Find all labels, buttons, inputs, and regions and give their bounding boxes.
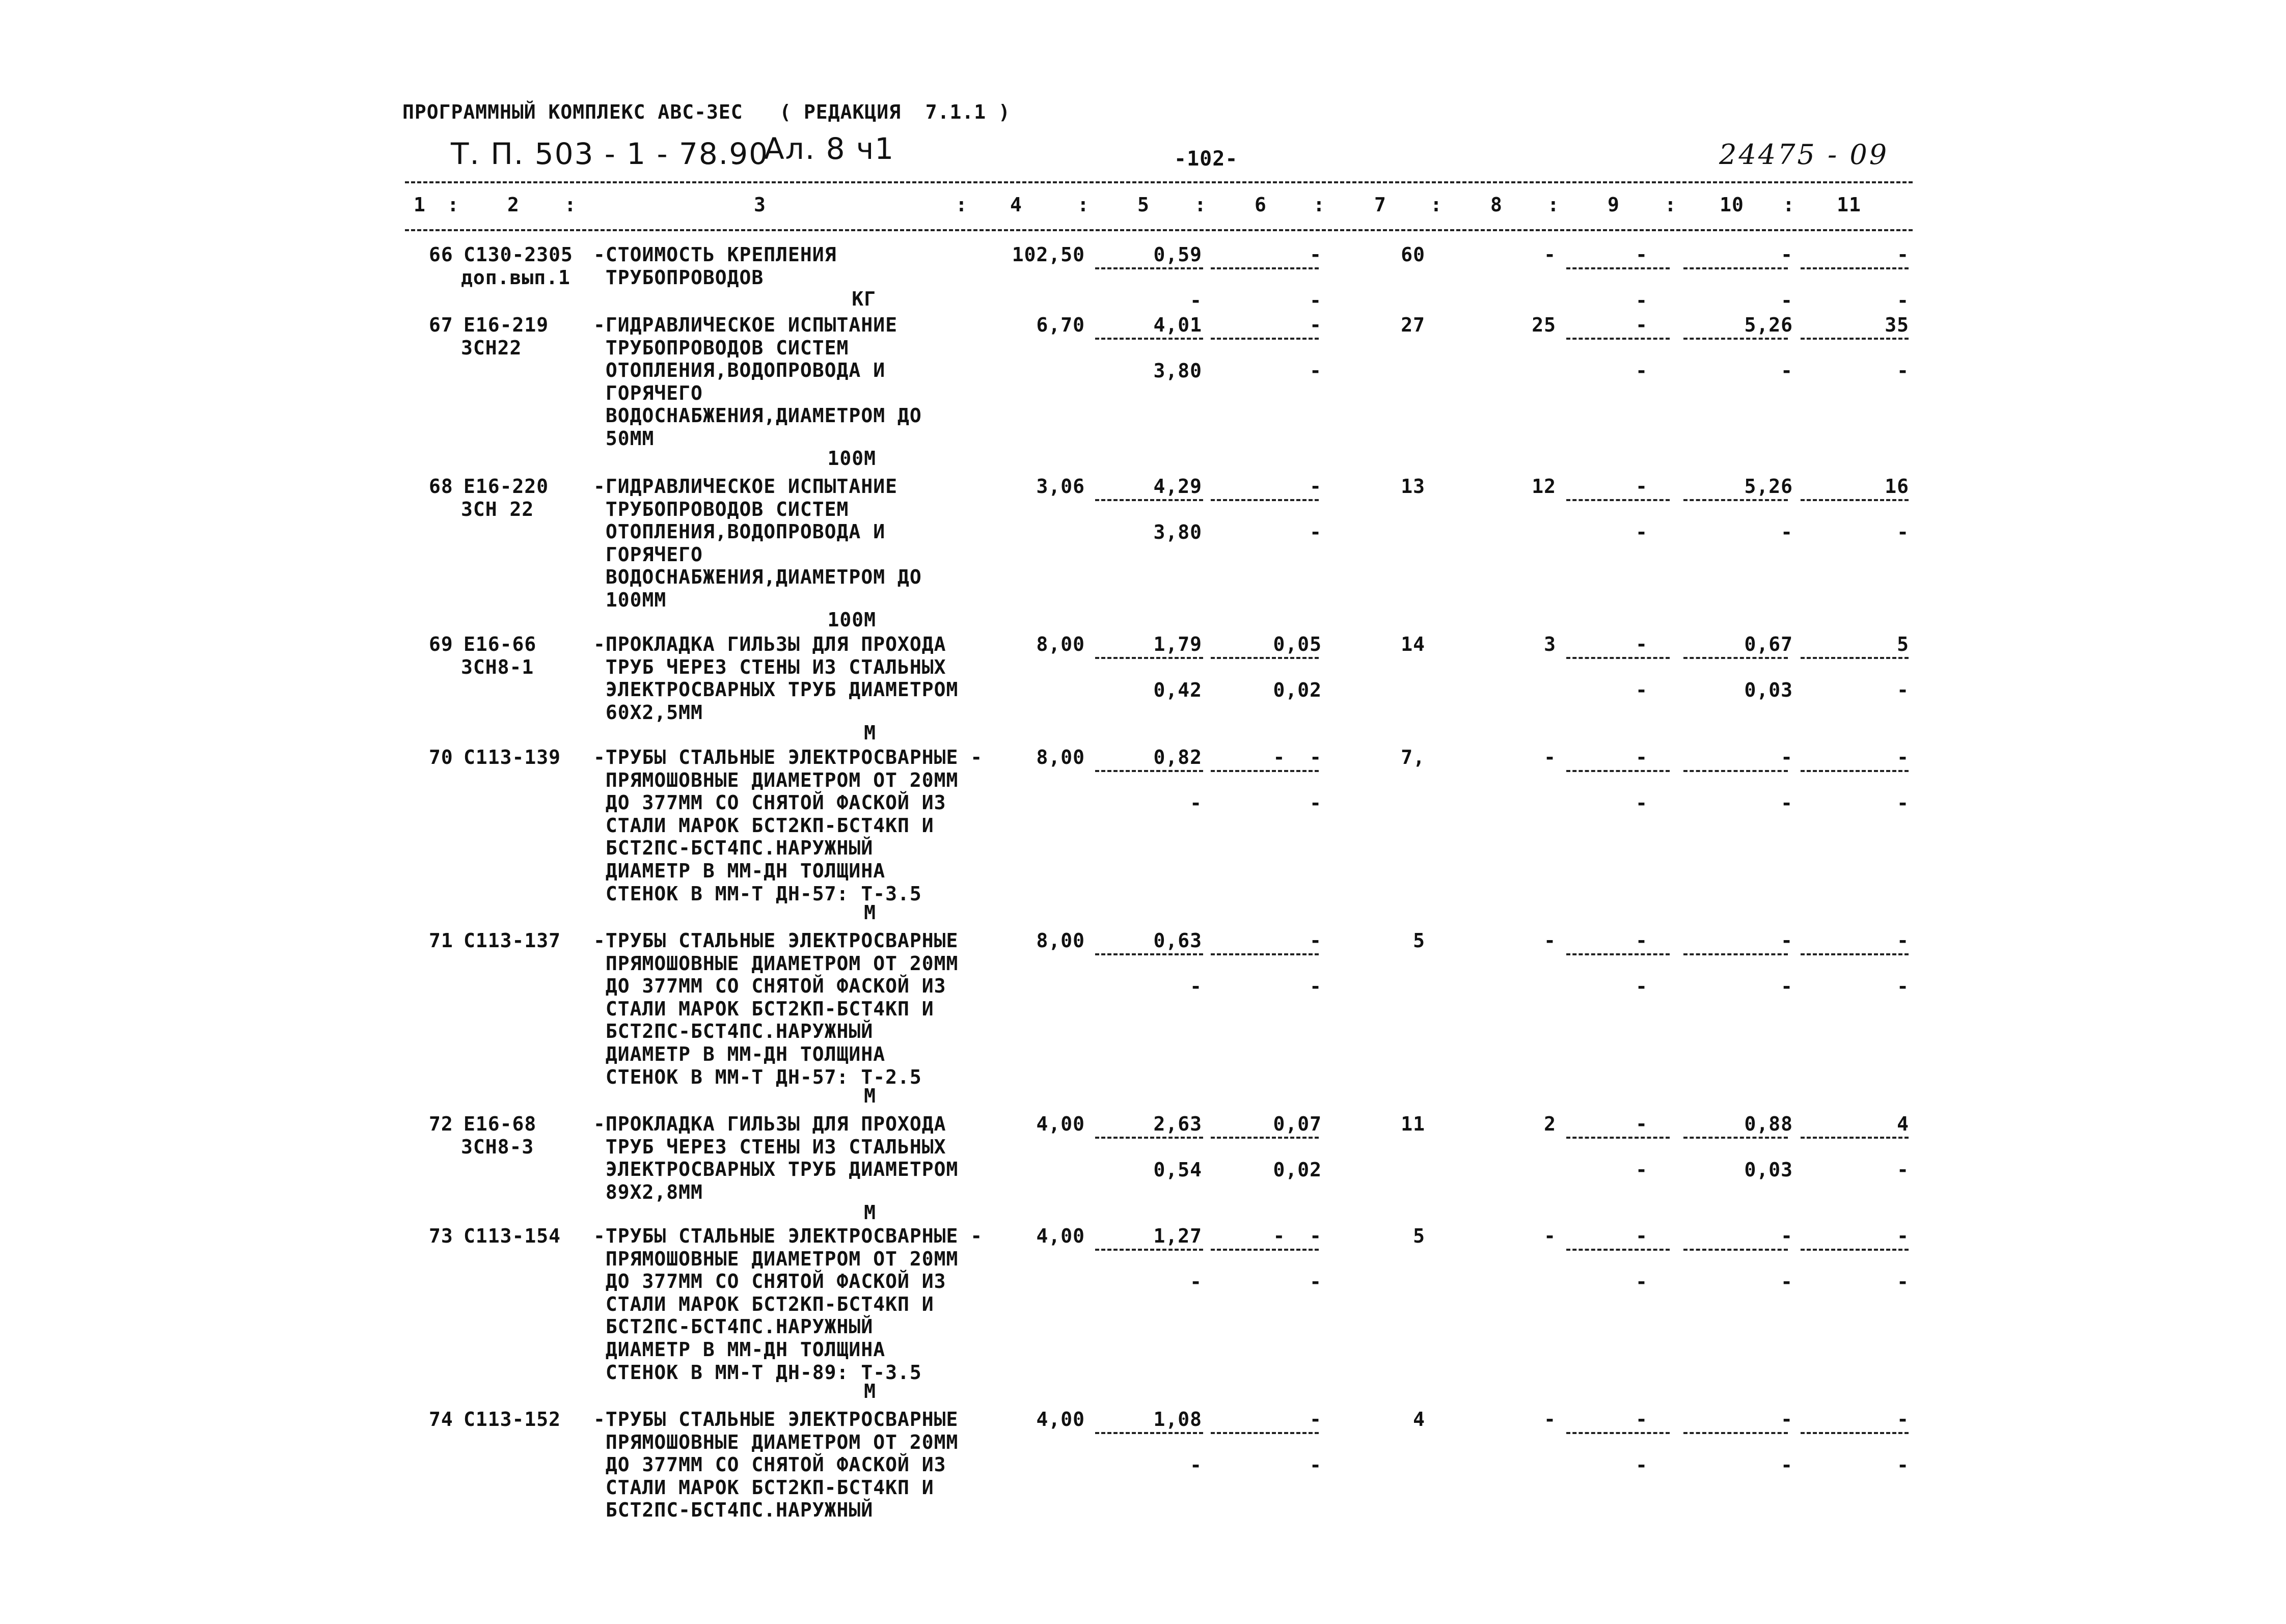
dash-rule [1211,657,1319,659]
item-description-line: СТЕНОК В ММ-Т ДН-57: Т-2.5 [593,1065,922,1088]
cell-col6-sub: - [1310,975,1322,998]
cell-col7: 5 [1413,929,1425,952]
dash-rule [1683,1249,1788,1251]
dash-rule [1211,1137,1319,1139]
cell-col9-sub: - [1636,360,1648,382]
item-code: Е16-219 [464,314,549,336]
item-description-line: ГОРЯЧЕГО [593,381,703,404]
dash-rule [1801,267,1909,269]
cell-col8: - [1544,1225,1556,1247]
column-number: 9 [1608,194,1620,216]
item-description-line: ПРЯМОШОВНЫЕ ДИАМЕТРОМ ОТ 20ММ [593,768,959,791]
dash-rule [1566,1249,1670,1251]
cell-col11-sub: - [1897,521,1909,543]
item-description-line: -ТРУБЫ СТАЛЬНЫЕ ЭЛЕКТРОСВАРНЫЕ - [593,1225,983,1247]
cell-col11-sub: - [1897,1454,1909,1476]
cell-col6: - - [1273,1225,1322,1247]
column-number: 3 [754,194,766,216]
cell-col5-sub: - [1190,1454,1202,1476]
item-code: С113-139 [464,746,561,768]
cell-col10-sub: - [1781,792,1793,814]
column-number: 2 [507,194,520,216]
item-description-line: ЭЛЕКТРОСВАРНЫХ ТРУБ ДИАМЕТРОМ [593,678,959,701]
cell-col9: - [1636,929,1648,952]
column-number: 7 [1374,194,1386,216]
dash-rule [1801,499,1909,501]
cell-col10-sub: - [1781,521,1793,543]
cell-col8: - [1544,929,1556,952]
row-number: 73 [429,1225,453,1247]
cell-col9: - [1636,314,1648,336]
item-description-line: ОТОПЛЕНИЯ,ВОДОПРОВОДА И [593,359,886,382]
cell-col11: 4 [1897,1113,1909,1135]
item-description-line: -ПРОКЛАДКА ГИЛЬЗЫ ДЛЯ ПРОХОДА [593,1113,946,1135]
cell-col6-sub: - [1310,360,1322,382]
item-description-line: ТРУБОПРОВОДОВ СИСТЕМ [593,336,849,359]
page-number: -102- [1174,147,1238,171]
item-description-line: ДИАМЕТР В ММ-ДН ТОЛЩИНА [593,1043,886,1065]
cell-col9-sub: - [1636,289,1648,312]
cell-col11-sub: - [1897,289,1909,312]
column-separator: : [1665,194,1677,216]
cell-col11-sub: - [1897,1159,1909,1181]
dash-rule [1095,1137,1203,1139]
cell-col5-sub: - [1190,975,1202,998]
dash-rule [1801,953,1909,955]
cell-col11-sub: - [1897,1271,1909,1293]
cell-col5: 1,27 [1153,1225,1202,1247]
item-description-line: БСТ2ПС-БСТ4ПС.НАРУЖНЫЙ [593,1315,874,1338]
dash-rule [1683,499,1788,501]
cell-col10: - [1781,1225,1793,1247]
cell-col5: 4,29 [1153,475,1202,498]
row-number: 66 [429,243,453,266]
column-number: 11 [1837,194,1861,216]
cell-col4: 3,06 [1036,475,1085,498]
item-description-line: ВОДОСНАБЖЕНИЯ,ДИАМЕТРОМ ДО [593,404,922,427]
cell-col6-sub: 0,02 [1273,1159,1322,1181]
cell-col4: 8,00 [1036,633,1085,655]
item-description-line: 60Х2,5ММ [593,701,703,724]
item-description-line: -ПРОКЛАДКА ГИЛЬЗЫ ДЛЯ ПРОХОДА [593,633,946,655]
item-description-line: ДИАМЕТР В ММ-ДН ТОЛЩИНА [593,860,886,882]
item-description-line: СТЕНОК В ММ-Т ДН-57: Т-3.5 [593,882,922,905]
cell-col9: - [1636,475,1648,498]
cell-col6-sub: - [1310,1271,1322,1293]
album-label: Ал. 8 ч1 [764,131,895,166]
item-description-line: ТРУБ ЧЕРЕЗ СТЕНЫ ИЗ СТАЛЬНЫХ [593,1135,946,1158]
cell-col9: - [1636,1225,1648,1247]
cell-col11: - [1897,243,1909,266]
column-number: 4 [1010,194,1022,216]
cell-col7: 27 [1401,314,1425,336]
column-number: 10 [1720,194,1744,216]
item-description-line: ДИАМЕТР В ММ-ДН ТОЛЩИНА [593,1338,886,1361]
row-number: 71 [429,929,453,952]
cell-col11: - [1897,929,1909,952]
cell-col9: - [1636,746,1648,768]
dash-rule [1211,1249,1319,1251]
cell-col7: 7, [1401,746,1425,768]
column-separator: : [1547,194,1560,216]
item-description-line: ТРУБОПРОВОДОВ [593,266,764,289]
cell-col7: 4 [1413,1408,1425,1430]
item-description-line: ДО 377ММ СО СНЯТОЙ ФАСКОЙ ИЗ [593,975,946,998]
cell-col6: 0,07 [1273,1113,1322,1135]
item-code: С113-152 [464,1408,561,1430]
cell-col7: 60 [1401,243,1425,266]
item-description-line: ТРУБОПРОВОДОВ СИСТЕМ [593,498,849,520]
cell-col10: - [1781,929,1793,952]
cell-col7: 5 [1413,1225,1425,1247]
column-separator: : [956,194,968,216]
column-separator: : [1194,194,1207,216]
item-description-line: БСТ2ПС-БСТ4ПС.НАРУЖНЫЙ [593,1020,874,1043]
row-number: 74 [429,1408,453,1430]
dash-rule [1801,770,1909,772]
dash-rule [1095,267,1203,269]
item-code-secondary: доп.вып.1 [461,266,570,289]
unit-of-measure: КГ [852,288,876,311]
item-description-line: БСТ2ПС-БСТ4ПС.НАРУЖНЫЙ [593,837,874,860]
cell-col4: 6,70 [1036,314,1085,336]
item-description-line: ЭЛЕКТРОСВАРНЫХ ТРУБ ДИАМЕТРОМ [593,1158,959,1181]
cell-col10-sub: - [1781,289,1793,312]
cell-col5-sub: 0,42 [1153,679,1202,701]
item-description-line: ДО 377ММ СО СНЯТОЙ ФАСКОЙ ИЗ [593,791,946,814]
cell-col5-sub: - [1190,1271,1202,1293]
cell-col5: 0,59 [1153,243,1202,266]
item-description-line: ДО 377ММ СО СНЯТОЙ ФАСКОЙ ИЗ [593,1270,946,1293]
dash-rule [1095,770,1203,772]
column-number: 8 [1490,194,1503,216]
cell-col5: 4,01 [1153,314,1202,336]
unit-of-measure: М [864,1085,876,1108]
cell-col9: - [1636,1113,1648,1135]
cell-col11-sub: - [1897,360,1909,382]
cell-col9-sub: - [1636,1159,1648,1181]
cell-col8: 2 [1544,1113,1556,1135]
cell-col4: 4,00 [1036,1113,1085,1135]
cell-col8: 3 [1544,633,1556,655]
cell-col7: 14 [1401,633,1425,655]
dash-rule [1801,1137,1909,1139]
cell-col10-sub: 0,03 [1744,679,1793,701]
dash-rule [1683,953,1788,955]
item-description-line: -ТРУБЫ СТАЛЬНЫЕ ЭЛЕКТРОСВАРНЫЕ [593,1408,959,1430]
dash-rule [1683,1137,1788,1139]
cell-col5-sub: - [1190,289,1202,312]
project-number: Т. П. 503 - 1 - 78.90 [451,136,769,171]
cell-col8: 25 [1532,314,1556,336]
item-code: С113-137 [464,929,561,952]
cell-col10: 5,26 [1744,314,1793,336]
cell-col10: - [1781,243,1793,266]
cell-col5: 0,63 [1153,929,1202,952]
row-number: 72 [429,1113,453,1135]
dash-rule [1683,1432,1788,1434]
row-number: 69 [429,633,453,655]
item-code-secondary: ЗСН 22 [461,498,534,520]
item-description-line: СТАЛИ МАРОК БСТ2КП-БСТ4КП И [593,1476,934,1499]
item-description-line: ДО 377ММ СО СНЯТОЙ ФАСКОЙ ИЗ [593,1453,946,1476]
item-description-line: -ГИДРАВЛИЧЕСКОЕ ИСПЫТАНИЕ [593,314,897,336]
cell-col9-sub: - [1636,521,1648,543]
item-code-secondary: ЗСН22 [461,336,522,359]
item-description-line: -ГИДРАВЛИЧЕСКОЕ ИСПЫТАНИЕ [593,475,897,498]
dash-rule [1566,338,1670,340]
cell-col11-sub: - [1897,975,1909,998]
unit-of-measure: 100М [827,608,876,631]
dash-rule [1801,657,1909,659]
item-code-secondary: ЗСН8-1 [461,655,534,678]
cell-col10: - [1781,1408,1793,1430]
unit-of-measure: М [864,1201,876,1224]
item-description-line: ТРУБ ЧЕРЕЗ СТЕНЫ ИЗ СТАЛЬНЫХ [593,655,946,678]
item-code-secondary: ЗСН8-3 [461,1135,534,1158]
item-description-line: БСТ2ПС-БСТ4ПС.НАРУЖНЫЙ [593,1499,874,1522]
cell-col8: 12 [1532,475,1556,498]
item-description-line: ПРЯМОШОВНЫЕ ДИАМЕТРОМ ОТ 20ММ [593,1247,959,1270]
cell-col4: 4,00 [1036,1225,1085,1247]
cell-col10-sub: - [1781,1454,1793,1476]
cell-col6: - - [1273,746,1322,768]
cell-col4: 8,00 [1036,746,1085,768]
cell-col11: - [1897,746,1909,768]
dash-rule [1095,499,1203,501]
cell-col10-sub: - [1781,360,1793,382]
dash-rule [1801,338,1909,340]
cell-col9: - [1636,243,1648,266]
dash-rule [1211,499,1319,501]
item-description-line: 100ММ [593,589,667,611]
cell-col6: - [1310,314,1322,336]
cell-col5: 2,63 [1153,1113,1202,1135]
item-code: Е16-68 [464,1113,537,1135]
cell-col4: 102,50 [1012,243,1085,266]
column-number: 1 [414,194,426,216]
dash-rule [1095,1432,1203,1434]
dash-rule [1095,338,1203,340]
cell-col11: - [1897,1408,1909,1430]
dash-rule [1566,953,1670,955]
cell-col5: 1,79 [1153,633,1202,655]
unit-of-measure: М [864,901,876,924]
cell-col9-sub: - [1636,792,1648,814]
cell-col7: 11 [1401,1113,1425,1135]
dash-rule [1566,657,1670,659]
cell-col11-sub: - [1897,679,1909,701]
unit-of-measure: М [864,722,876,745]
cell-col10-sub: 0,03 [1744,1159,1793,1181]
cell-col5-sub: - [1190,792,1202,814]
program-header: ПРОГРАММНЫЙ КОМПЛЕКС АВС-3ЕС ( РЕДАКЦИЯ 7.1.1 ) [402,101,1011,123]
dash-rule [1211,338,1319,340]
cell-col6: 0,05 [1273,633,1322,655]
cell-col8: - [1544,1408,1556,1430]
cell-col6-sub: 0,02 [1273,679,1322,701]
item-description-line: ОТОПЛЕНИЯ,ВОДОПРОВОДА И [593,520,886,543]
row-number: 70 [429,746,453,768]
item-description-line: СТАЛИ МАРОК БСТ2КП-БСТ4КП И [593,814,934,837]
cell-col4: 4,00 [1036,1408,1085,1430]
column-separator: : [447,194,459,216]
cell-col10: 5,26 [1744,475,1793,498]
document-number: 24475 - 09 [1719,139,1889,171]
cell-col10: 0,67 [1744,633,1793,655]
cell-col6-sub: - [1310,792,1322,814]
item-description-line: СТАЛИ МАРОК БСТ2КП-БСТ4КП И [593,1292,934,1315]
dash-rule [1211,267,1319,269]
dash-rule [1211,953,1319,955]
dash-rule [1095,953,1203,955]
unit-of-measure: 100М [827,447,876,470]
cell-col6: - [1310,475,1322,498]
dash-rule [1683,267,1788,269]
cell-col10-sub: - [1781,1271,1793,1293]
item-code: С130-2305 [464,243,573,266]
column-number: 6 [1255,194,1267,216]
cell-col5-sub: 0,54 [1153,1159,1202,1181]
item-description-line: ГОРЯЧЕГО [593,543,703,566]
item-description-line: -ТРУБЫ СТАЛЬНЫЕ ЭЛЕКТРОСВАРНЫЕ [593,929,959,952]
cell-col10: 0,88 [1744,1113,1793,1135]
item-description-line: ПРЯМОШОВНЫЕ ДИАМЕТРОМ ОТ 20ММ [593,952,959,975]
dash-rule [1566,770,1670,772]
dash-rule [1801,1249,1909,1251]
dash-rule [1566,1432,1670,1434]
column-separator: : [1077,194,1090,216]
dash-rule [1683,338,1788,340]
dash-rule [1211,1432,1319,1434]
dash-rule [1801,1432,1909,1434]
item-code: С113-154 [464,1225,561,1247]
dash-rule [1566,1137,1670,1139]
dash-rule [1095,657,1203,659]
cell-col6-sub: - [1310,1454,1322,1476]
cell-col7: 13 [1401,475,1425,498]
cell-col8: - [1544,243,1556,266]
cell-col5: 1,08 [1153,1408,1202,1430]
item-description-line: 89Х2,8ММ [593,1180,703,1203]
header-rule-bottom [405,229,1913,231]
cell-col9-sub: - [1636,679,1648,701]
cell-col9: - [1636,633,1648,655]
dash-rule [1566,267,1670,269]
column-separator: : [1313,194,1325,216]
cell-col6: - [1310,243,1322,266]
cell-col10: - [1781,746,1793,768]
cell-col11: - [1897,1225,1909,1247]
item-description-line: ВОДОСНАБЖЕНИЯ,ДИАМЕТРОМ ДО [593,566,922,589]
item-description-line: СТАЛИ МАРОК БСТ2КП-БСТ4КП И [593,997,934,1020]
item-code: Е16-220 [464,475,549,498]
cell-col6: - [1310,929,1322,952]
dash-rule [1683,770,1788,772]
dash-rule [1211,770,1319,772]
cell-col5: 0,82 [1153,746,1202,768]
dash-rule [1683,657,1788,659]
cell-col11: 5 [1897,633,1909,655]
row-number: 67 [429,314,453,336]
dash-rule [1095,1249,1203,1251]
cell-col9: - [1636,1408,1648,1430]
item-description-line: ПРЯМОШОВНЫЕ ДИАМЕТРОМ ОТ 20ММ [593,1430,959,1453]
cell-col6: - [1310,1408,1322,1430]
item-description-line: -СТОИМОСТЬ КРЕПЛЕНИЯ [593,243,837,266]
dash-rule [1566,499,1670,501]
cell-col9-sub: - [1636,975,1648,998]
unit-of-measure: М [864,1380,876,1403]
cell-col6-sub: - [1310,289,1322,312]
row-number: 68 [429,475,453,498]
cell-col11: 35 [1885,314,1909,336]
column-number: 5 [1137,194,1150,216]
item-description-line: СТЕНОК В ММ-Т ДН-89: Т-3.5 [593,1361,922,1384]
cell-col6-sub: - [1310,521,1322,543]
cell-col11-sub: - [1897,792,1909,814]
item-code: Е16-66 [464,633,537,655]
cell-col9-sub: - [1636,1454,1648,1476]
cell-col4: 8,00 [1036,929,1085,952]
column-separator: : [1430,194,1443,216]
column-separator: : [1783,194,1795,216]
column-separator: : [564,194,577,216]
cell-col9-sub: - [1636,1271,1648,1293]
cell-col5-sub: 3,80 [1153,360,1202,382]
cell-col5-sub: 3,80 [1153,521,1202,543]
cell-col10-sub: - [1781,975,1793,998]
cell-col8: - [1544,746,1556,768]
cell-col11: 16 [1885,475,1909,498]
item-description-line: -ТРУБЫ СТАЛЬНЫЕ ЭЛЕКТРОСВАРНЫЕ - [593,746,983,768]
item-description-line: 50ММ [593,427,655,450]
header-rule-top [405,181,1913,183]
